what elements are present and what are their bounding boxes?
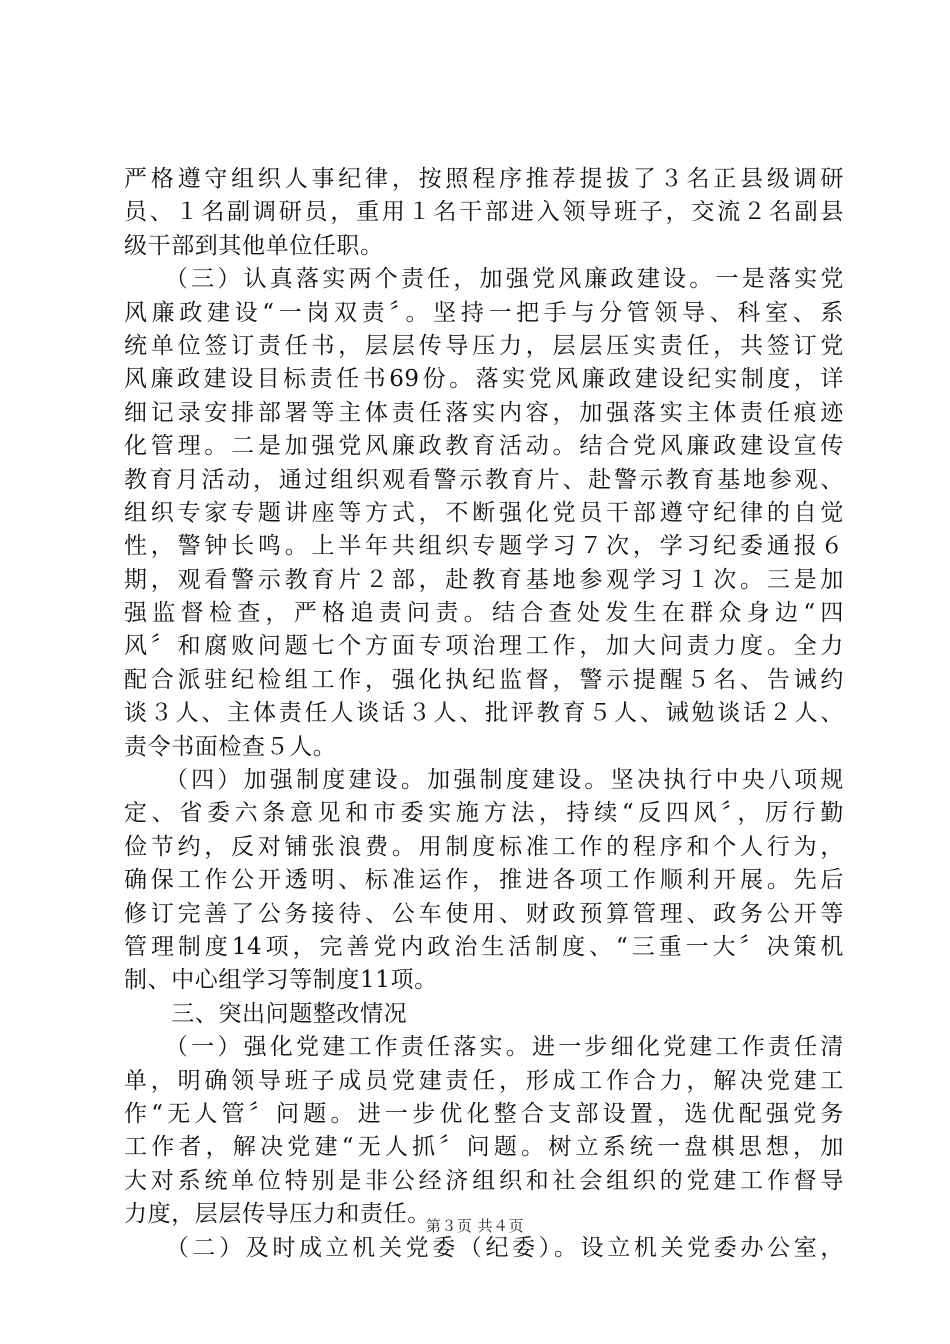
text-line: 作“无人管〞问题。进一步优化整合支部设置，选优配强党务 [124,1100,844,1127]
text-line: （四）加强制度建设。加强制度建设。坚决执行中央八项规 [124,767,844,794]
text-line: 风廉政建设目标责任书69份。落实党风廉政建设纪实制度，详 [124,366,844,393]
text-line: 风廉政建设“一岗双责〞。坚持一把手与分管领导、科室、系 [124,299,844,326]
text-line: 单，明确领导班子成员党建责任，形成工作合力，解决党建工 [124,1067,844,1094]
text-line: 责令书面检查５人。 [124,733,337,760]
text-line: 俭节约，反对铺张浪费。用制度标准工作的程序和个人行为， [124,833,844,860]
text-line: 风〞和腐败问题七个方面专项治理工作，加大问责力度。全力 [124,633,844,660]
text-line: （三）认真落实两个责任，加强党风廉政建设。一是落实党 [124,266,844,293]
section-heading: 三、突出问题整改情况 [124,1000,408,1027]
text-line: 强监督检查，严格追责问责。结合查处发生在群众身边“四 [124,600,844,627]
text-line: 统单位签订责任书，层层传导压力，层层压实责任，共签订党 [124,332,844,359]
text-line: 管理制度14项，完善党内政治生活制度、“三重一大〞决策机 [124,933,844,960]
text-line: 性，警钟长鸣。上半年共组织专题学习７次，学习纪委通报６ [124,533,844,560]
text-line: 力度，层层传导压力和责任。 [124,1201,431,1228]
text-line: 定、省委六条意见和市委实施方法，持续“反四风〞，厉行勤 [124,800,844,827]
text-line: 严格遵守组织人事纪律，按照程序推荐提拔了３名正县级调研 [124,166,844,192]
text-line: 制、中心组学习等制度11项。 [124,967,438,994]
text-line: 大对系统单位特别是非公经济组织和社会组织的党建工作督导 [124,1167,844,1194]
text-line: 期，观看警示教育片２部，赴教育基地参观学习１次。三是加 [124,566,844,593]
text-line: 修订完善了公务接待、公车使用、财政预算管理、政务公开等 [124,900,844,927]
page-number-footer: 第３页 共４页 [425,1217,525,1235]
text-line: （二）及时成立机关党委（纪委）。设立机关党委办公室， [124,1234,844,1261]
text-line: 工作者，解决党建“无人抓〞问题。树立系统一盘棋思想，加 [124,1134,844,1161]
text-line: 教育月活动，通过组织观看警示教育片、赴警示教育基地参观、 [124,466,844,493]
text-line: 化管理。二是加强党风廉政教育活动。结合党风廉政建设宣传 [124,433,844,460]
body-text [124,163,844,1265]
text-line: 谈３人、主体责任人谈话３人、批评教育５人、诫勉谈话２人、 [124,700,844,727]
text-line: 组织专家专题讲座等方式，不断强化党员干部遵守纪律的自觉 [124,499,844,526]
text-line: 级干部到其他单位任职。 [124,232,384,259]
text-line: （一）强化党建工作责任落实。进一步细化党建工作责任清 [124,1034,844,1061]
text-line: 员、１名副调研员，重用１名干部进入领导班子，交流２名副县 [124,199,844,226]
text-line: 细记录安排部署等主体责任落实内容，加强落实主体责任痕迹 [124,399,844,426]
text-line: 确保工作公开透明、标准运作，推进各项工作顺利开展。先后 [124,867,844,894]
text-line: 配合派驻纪检组工作，强化执纪监督，警示提醒５名、告诫约 [124,666,844,693]
